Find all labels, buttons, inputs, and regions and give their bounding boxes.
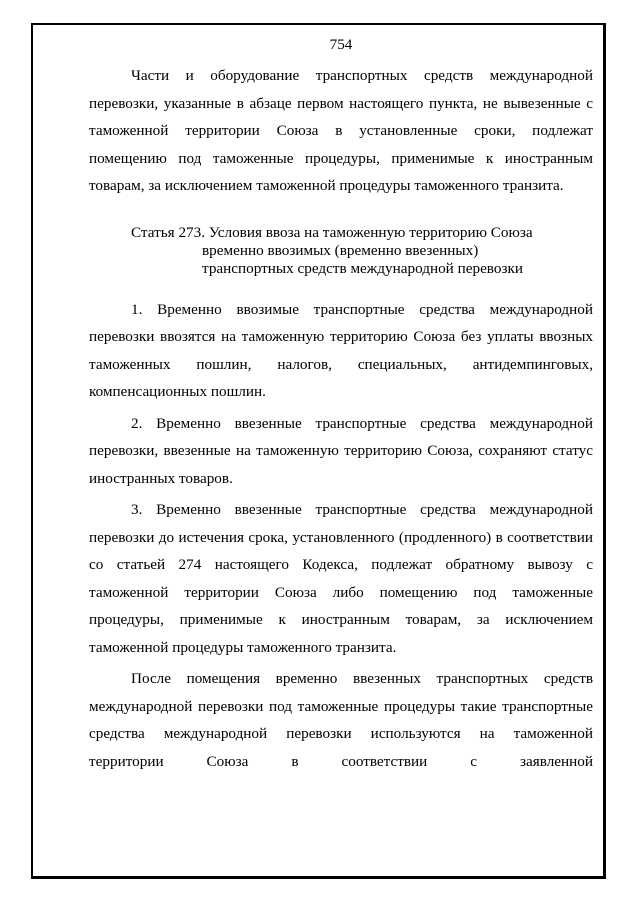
article-heading-line-3: транспортных средств международной перевозки xyxy=(202,259,523,277)
article-heading-line-2: временно ввозимых (временно ввезенных) xyxy=(202,241,479,259)
paragraph-item-2: 2. Временно ввезенные транспортные средства международной перевозки, ввезенные на таможенную территорию Союза, сохраняют статус иностранных товаров. xyxy=(89,414,593,487)
paragraph-item-3: 3. Временно ввезенные транспортные средства международной перевозки до истечения срока, установленного (продленного) в соответствии со статьей 274 настоящего Кодекса, подлежат обратному вывозу с таможенной территории Союза либо помещению под таможенные процедуры, применимые к иностранным товарам, за исключением таможенной процедуры таможенного транзита. xyxy=(89,501,593,656)
paragraph-item-1: 1. Временно ввозимые транспортные средства международной перевозки ввозятся на таможенную территорию Союза без уплаты ввозных таможенных пошлин, налогов, специальных, антидемпинговых, компенсационных пошлин. xyxy=(89,300,593,400)
paragraph-parts-equipment: Части и оборудование транспортных средств международной перевозки, указанные в абзаце первом настоящего пункта, не вывезенные с таможенной территории Союза в установленные сроки, подлежат помещению под таможенные процедуры, применимые к иностранным товарам, за исключением таможенной процедуры таможенного транзита. xyxy=(89,67,593,194)
document-body xyxy=(89,32,593,775)
article-heading xyxy=(131,224,593,278)
page-number: 754 xyxy=(329,36,353,53)
paragraph-after-placement: После помещения временно ввезенных транспортных средств международной перевозки под таможенные процедуры такие транспортные средства международной перевозки используются на таможенной территории Союза в соответствии с заявленной xyxy=(89,670,593,770)
article-heading-line-1: Статья 273. Условия ввоза на таможенную территорию Союза xyxy=(131,223,533,241)
